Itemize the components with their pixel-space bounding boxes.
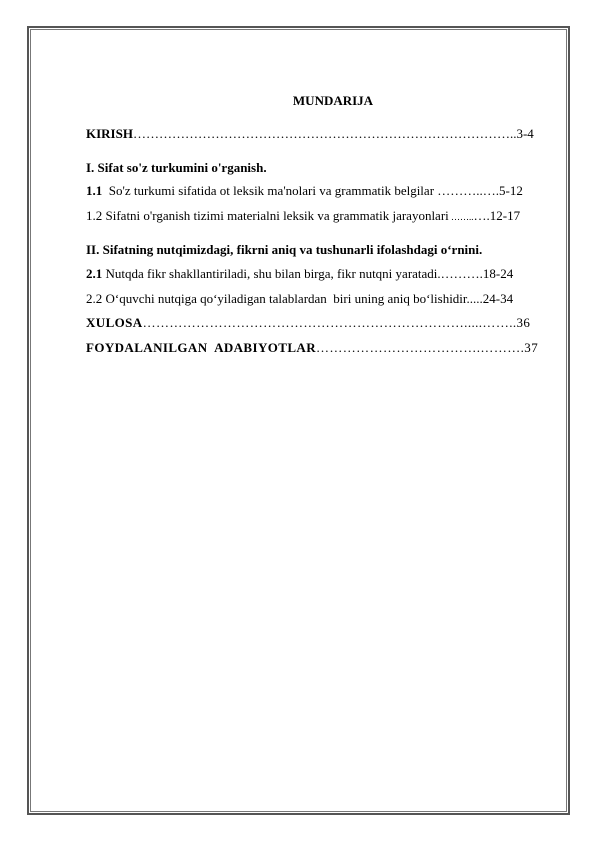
entry-leader: ………..…. xyxy=(434,183,500,198)
toc-entry-1-2[interactable] xyxy=(86,208,520,224)
entry-page: 18-24 xyxy=(482,266,514,281)
entry-leader: .………. xyxy=(437,266,483,281)
entry-label: Nutqda fikr shakllantiriladi, shu bilan birga, fikr nutqni yaratadi xyxy=(102,266,438,281)
entry-page: 5-12 xyxy=(499,183,523,198)
entry-leader: ..... xyxy=(466,291,483,306)
toc-entry-1-1[interactable] xyxy=(86,183,523,199)
entry-leader: …………………………………………………………………………….. xyxy=(132,126,517,141)
entry-page: 36 xyxy=(516,315,531,330)
entry-page: 12-17 xyxy=(489,208,521,223)
entry-leader: ……………………………………………………………….....…….. xyxy=(142,315,517,330)
toc-entry-kirish[interactable] xyxy=(86,126,534,142)
page-border-inner xyxy=(30,29,567,812)
entry-label: 2.2 O‘quvchi nutqiga qo‘yiladigan talablardan biri uning aniq bo‘lishidir xyxy=(86,291,467,306)
entry-leader: ……………………………….………. xyxy=(315,340,525,355)
entry-number: 2.1 xyxy=(86,266,103,281)
entry-leader-small: …….. xyxy=(448,212,474,222)
entry-page: 37 xyxy=(524,340,539,355)
entry-leader: …. xyxy=(473,208,490,223)
entry-page: 3-4 xyxy=(516,126,534,141)
entry-label: XULOSA xyxy=(86,315,143,330)
entry-label: So'z turkumi sifatida ot leksik ma'nolari va grammatik belgilar xyxy=(102,183,435,198)
entry-number: 1.1 xyxy=(86,183,103,198)
entry-label: FOYDALANILGAN ADABIYOTLAR xyxy=(86,340,316,355)
entry-page: 24-34 xyxy=(482,291,514,306)
toc-entry-2-1[interactable] xyxy=(86,266,513,282)
toc-entry-xulosa[interactable] xyxy=(86,315,530,331)
entry-label: 1.2 Sifatni o'rganish tizimi materialni leksik va grammatik jarayonlari xyxy=(86,208,449,223)
entry-label: KIRISH xyxy=(86,126,133,141)
toc-section-2-heading[interactable]: II. Sifatning nutqimizdagi, fikrni aniq va tushunarli ifolashdagi o‘rnini. xyxy=(86,242,483,257)
toc-title: MUNDARIJA xyxy=(292,93,374,108)
toc-entry-2-2[interactable] xyxy=(86,291,513,307)
toc-section-1-heading[interactable]: I. Sifat so'z turkumini o'rganish. xyxy=(86,160,267,175)
toc-entry-adabiyotlar[interactable] xyxy=(86,340,538,356)
